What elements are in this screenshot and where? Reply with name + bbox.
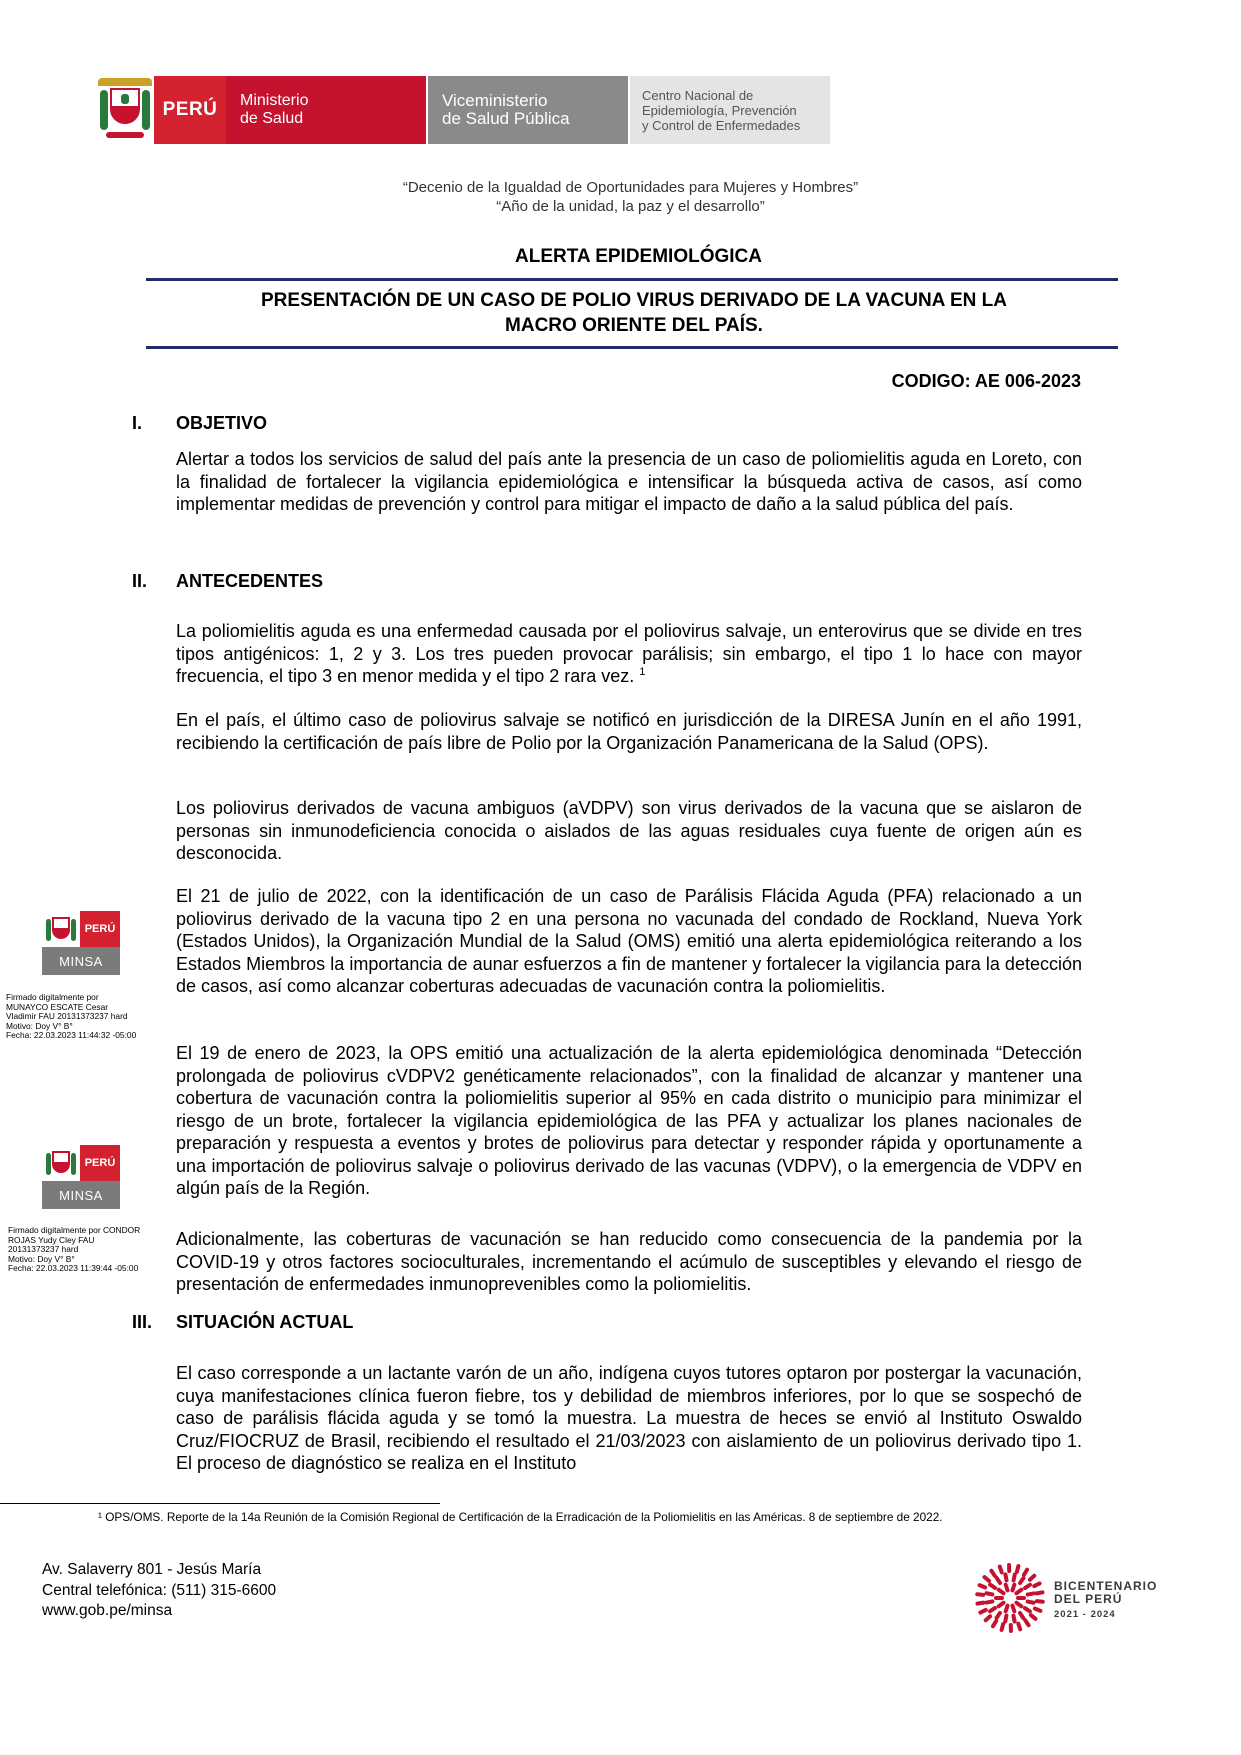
cnepce-logo xyxy=(630,76,830,144)
bicentenario-ray xyxy=(1016,1590,1021,1594)
signature-stamp-1 xyxy=(42,911,120,975)
viceministerio-logo xyxy=(428,76,628,144)
viceministerio-line-1: Viceministerio xyxy=(442,91,548,110)
document-title-text: ALERTA EPIDEMIOLÓGICA xyxy=(515,246,762,267)
bicentenario-ray xyxy=(1031,1615,1036,1619)
ministerio-line-2: de Salud xyxy=(240,110,304,127)
bicentenario-ray xyxy=(1020,1613,1023,1618)
subtitle-line-2: MACRO ORIENTE DEL PAÍS. xyxy=(505,315,763,336)
section-title-objetivo: OBJETIVO xyxy=(176,413,268,433)
document-title xyxy=(0,246,1241,268)
stamp-peru-label: PERÚ xyxy=(80,1145,120,1181)
paragraph-antecedentes-1-text: La poliomielitis aguda es una enfermedad causada por el poliovirus salvaje, un enterovirus que se divide en tres tipos antigénicos: 1, 2 y 3. Los tres pueden provocar parálisis; sin embargo, el tipo 1 lo hace con mayor frecuencia, el tipo 3 en menor medida y el tipo 2 rara vez. xyxy=(176,621,1082,686)
bicentenario-ray xyxy=(1037,1592,1043,1593)
peru-coat-of-arms-icon xyxy=(42,1145,80,1181)
bicentenario-line-2: DEL PERÚ xyxy=(1054,1592,1123,1606)
decree-lines xyxy=(0,178,1241,216)
paragraph-objetivo: Alertar a todos los servicios de salud del país ante la presencia de un caso de poliomielitis aguda en Loreto, con la finalidad de fortalecer la vigilancia epidemiológica e intensificar la búsqueda activa de casos, así como implementar medidas de prevención y control para mitigar el impacto de daño a la salud pública del país. xyxy=(176,449,1082,514)
signature-1-line-5: Fecha: 22.03.2023 11:44:32 -05:00 xyxy=(6,1030,137,1041)
stamp-minsa-label: MINSA xyxy=(42,947,120,975)
signature-2-line-4: Motivo: Doy V° B° xyxy=(8,1253,75,1264)
paragraph-antecedentes-1 xyxy=(176,620,1082,688)
bicentenario-ray xyxy=(1020,1578,1023,1583)
signature-2-line-5: Fecha: 22.03.2023 11:39:44 -05:00 xyxy=(8,1263,139,1274)
bicentenario-ray xyxy=(1025,1620,1028,1625)
bicentenario-ray xyxy=(993,1621,996,1626)
bicentenario-ray xyxy=(977,1594,983,1595)
bicentenario-ray xyxy=(1002,1624,1004,1630)
bicentenario-ray xyxy=(999,1603,1004,1607)
peru-label: PERÚ xyxy=(162,99,218,120)
signature-stamp-2 xyxy=(42,1145,120,1209)
cnepce-line-2: Epidemiología, Prevención xyxy=(642,102,797,118)
section-title-antecedentes: ANTECEDENTES xyxy=(176,571,324,591)
section-title-situacion-actual: SITUACIÓN ACTUAL xyxy=(176,1312,354,1332)
bicentenario-ray xyxy=(986,1601,992,1602)
section-number-3: III. xyxy=(132,1312,153,1332)
signature-1-line-2: MUNAYCO ESCATE Cesar xyxy=(6,1001,109,1012)
bicentenario-ray xyxy=(1028,1593,1034,1594)
stamp-peru-label: PERÚ xyxy=(80,911,120,947)
document-subtitle xyxy=(150,288,1118,338)
signature-text-2 xyxy=(8,1226,140,1274)
bicentenario-ray xyxy=(1005,1616,1006,1622)
bicentenario-ray xyxy=(1006,1585,1008,1591)
bicentenario-ray xyxy=(980,1610,985,1613)
bicentenario-ray xyxy=(1025,1608,1030,1611)
header-logos xyxy=(96,76,830,144)
bicentenario-logo-icon xyxy=(974,1562,1046,1634)
bicentenario-ray xyxy=(1030,1576,1034,1580)
bicentenario-ray xyxy=(984,1577,989,1581)
signature-1-line-4: Motivo: Doy V° B° xyxy=(6,1020,73,1031)
bicentenario-ray xyxy=(1016,1603,1021,1607)
signature-2-line-2: ROJAS Yudy Cley FAU xyxy=(8,1234,95,1245)
bicentenario-ray xyxy=(1017,1566,1019,1572)
bicentenario-years: 2021 - 2024 xyxy=(1054,1609,1116,1620)
bicentenario-ray xyxy=(986,1616,990,1620)
subtitle-line-1: PRESENTACIÓN DE UN CASO DE POLIO VIRUS DERIVADO DE LA VACUNA EN LA xyxy=(261,290,1007,311)
paragraph-antecedentes-5: El 19 de enero de 2023, la OPS emitió una actualización de la alerta epidemiológica denominada “Detección prolongada de poliovirus cVDPV2 genéticamente relacionados”, con la finalidad de alcanzar y mantener una cobertura de vacunación contra la poliomielitis superior al 95% en cada distrito o municipio para minimizar el riesgo de un brote, fortalecer la vigilancia epidemiológica de las PFA y actualizar los planes nacionales de preparación y respuesta a eventos y brotes de poliovirus para detectar y responder rápida y oportunamente a una importación de poliovirus salvaje o poliovirus derivado de las vacunas (VDPV), o la emergencia de VDPV en algún país de la Región. xyxy=(176,1043,1082,1198)
paragraph-antecedentes-4: El 21 de julio de 2022, con la identificación de un caso de Parálisis Flácida Aguda (PFA) relacionado a un poliovirus derivado de la vacuna tipo 2 en una persona no vacunada del condado de Rockland, Nueva York (Estados Unidos), la Organización Mundial de la Salud (OMS) emitió una alerta epidemiológica reiterando a los Estados Miembros la importancia de aunar esfuerzos a fin de mantener y fortalecer la vigilancia para la detección de casos, así como alcanzar coberturas adecuadas de vacunación contra la poliomielitis. xyxy=(176,886,1082,996)
footer-contact xyxy=(42,1560,276,1622)
bicentenario-text xyxy=(1054,1580,1157,1621)
bicentenario-ray xyxy=(997,1578,1000,1583)
viceministerio-line-2: de Salud Pública xyxy=(442,109,570,128)
document-code: CODIGO: AE 006-2023 xyxy=(891,371,1081,391)
signature-1-line-1: Firmado digitalmente por xyxy=(6,992,99,1002)
signature-text-1 xyxy=(6,993,136,1041)
bicentenario-ray xyxy=(1013,1616,1014,1622)
bicentenario-ray xyxy=(991,1571,994,1576)
ministerio-logo xyxy=(226,76,426,144)
bicentenario-ray xyxy=(1005,1574,1006,1580)
footer-web-link[interactable]: www.gob.pe/minsa xyxy=(42,1602,173,1619)
bicentenario-ray xyxy=(1014,1574,1015,1580)
bicentenario-ray xyxy=(1006,1606,1008,1612)
bicentenario-ray xyxy=(1024,1570,1027,1575)
section-number-1: I. xyxy=(132,413,143,433)
bicentenario-ray xyxy=(1025,1585,1030,1588)
footnote-ref: 1 xyxy=(639,666,646,678)
decree-line-1: “Decenio de la Igualdad de Oportunidades para Mujeres y Hombres” xyxy=(402,179,859,196)
signature-1-line-3: Vladimir FAU 20131373237 hard xyxy=(6,1011,128,1022)
paragraph-antecedentes-3: Los poliovirus derivados de vacuna ambiguos (aVDPV) son virus derivados de la vacuna que se aislaron de personas sin inmunodeficiencia conocida o aislados de las aguas residuales cuya fuente de origen aún es desconocida. xyxy=(176,798,1082,863)
bicentenario-ray xyxy=(999,1590,1004,1594)
bicentenario-ray xyxy=(1034,1583,1039,1586)
title-divider-bottom xyxy=(146,346,1118,349)
bicentenario-ray xyxy=(990,1585,995,1588)
ministerio-line-1: Ministerio xyxy=(240,92,309,109)
bicentenario-ray xyxy=(980,1585,986,1587)
peru-coat-of-arms-icon xyxy=(42,911,80,947)
bicentenario-ray xyxy=(1037,1601,1043,1602)
footer-phone: Central telefónica: (511) 315-6600 xyxy=(42,1581,277,1599)
bicentenario-ray xyxy=(1035,1609,1041,1611)
footer-address: Av. Salaverry 801 - Jesús María xyxy=(42,1561,262,1578)
cnepce-line-3: y Control de Enfermedades xyxy=(642,117,801,133)
paragraph-situacion-actual: El caso corresponde a un lactante varón de un año, indígena cuyos tutores optaron por postergar la vacunación, cuya manifestaciones clínica fueron fiebre, tos y debilidad de miembros inferiores, por lo que se sospechó de caso de parálisis flácida aguda y se tomó la muestra. La muestra de heces se envió al Instituto Oswaldo Cruz/FIOCRUZ de Brasil, recibiendo el resultado el 21/03/2023 con aislamiento de un poliovirus derivado tipo 1. El proceso de diagnóstico se realiza en el Instituto xyxy=(176,1363,1082,1473)
paragraph-antecedentes-6: Adicionalmente, las coberturas de vacunación se han reducido como consecuencia de la pandemia por la COVID-19 y otros factores socioculturales, incrementando el acúmulo de susceptibles y elevando el riesgo de presentación de enfermedades inmunoprevenibles como la poliomielitis. xyxy=(176,1229,1082,1294)
peru-logo-box xyxy=(154,76,226,144)
bicentenario-ray xyxy=(1018,1624,1020,1630)
stamp-minsa-label: MINSA xyxy=(42,1181,120,1209)
decree-line-2: “Año de la unidad, la paz y el desarrollo” xyxy=(496,198,765,215)
bicentenario-ray xyxy=(1000,1567,1002,1573)
bicentenario-ray xyxy=(1012,1606,1014,1612)
paragraph-antecedentes-2: En el país, el último caso de poliovirus salvaje se notificó en jurisdicción de la DIRESA Junín en el año 1991, recibiendo la certificación de país libre de Polio por la Organización Panamericana de la Salud (OPS). xyxy=(176,710,1082,753)
bicentenario-line-1: BICENTENARIO xyxy=(1054,1579,1158,1593)
footnote-1: ¹ OPS/OMS. Reporte de la 14a Reunión de la Comisión Regional de Certificación de la Erradicación de la Poliomielitis en las Américas. 8 de septiembre de 2022. xyxy=(98,1510,943,1524)
cnepce-line-1: Centro Nacional de xyxy=(642,87,754,103)
bicentenario-ray xyxy=(986,1593,992,1594)
signature-2-line-3: 20131373237 hard xyxy=(8,1244,79,1255)
footnote-divider xyxy=(0,1503,440,1504)
bicentenario-ray xyxy=(1028,1602,1034,1603)
section-number-2: II. xyxy=(132,571,148,591)
title-divider-top xyxy=(146,278,1118,281)
peru-coat-of-arms-icon xyxy=(96,76,154,144)
bicentenario-ray xyxy=(977,1603,983,1604)
bicentenario-ray xyxy=(1012,1585,1014,1591)
signature-2-line-1: Firmado digitalmente por CONDOR xyxy=(8,1225,141,1235)
bicentenario-ray xyxy=(990,1608,995,1611)
bicentenario-ray xyxy=(997,1613,1000,1618)
